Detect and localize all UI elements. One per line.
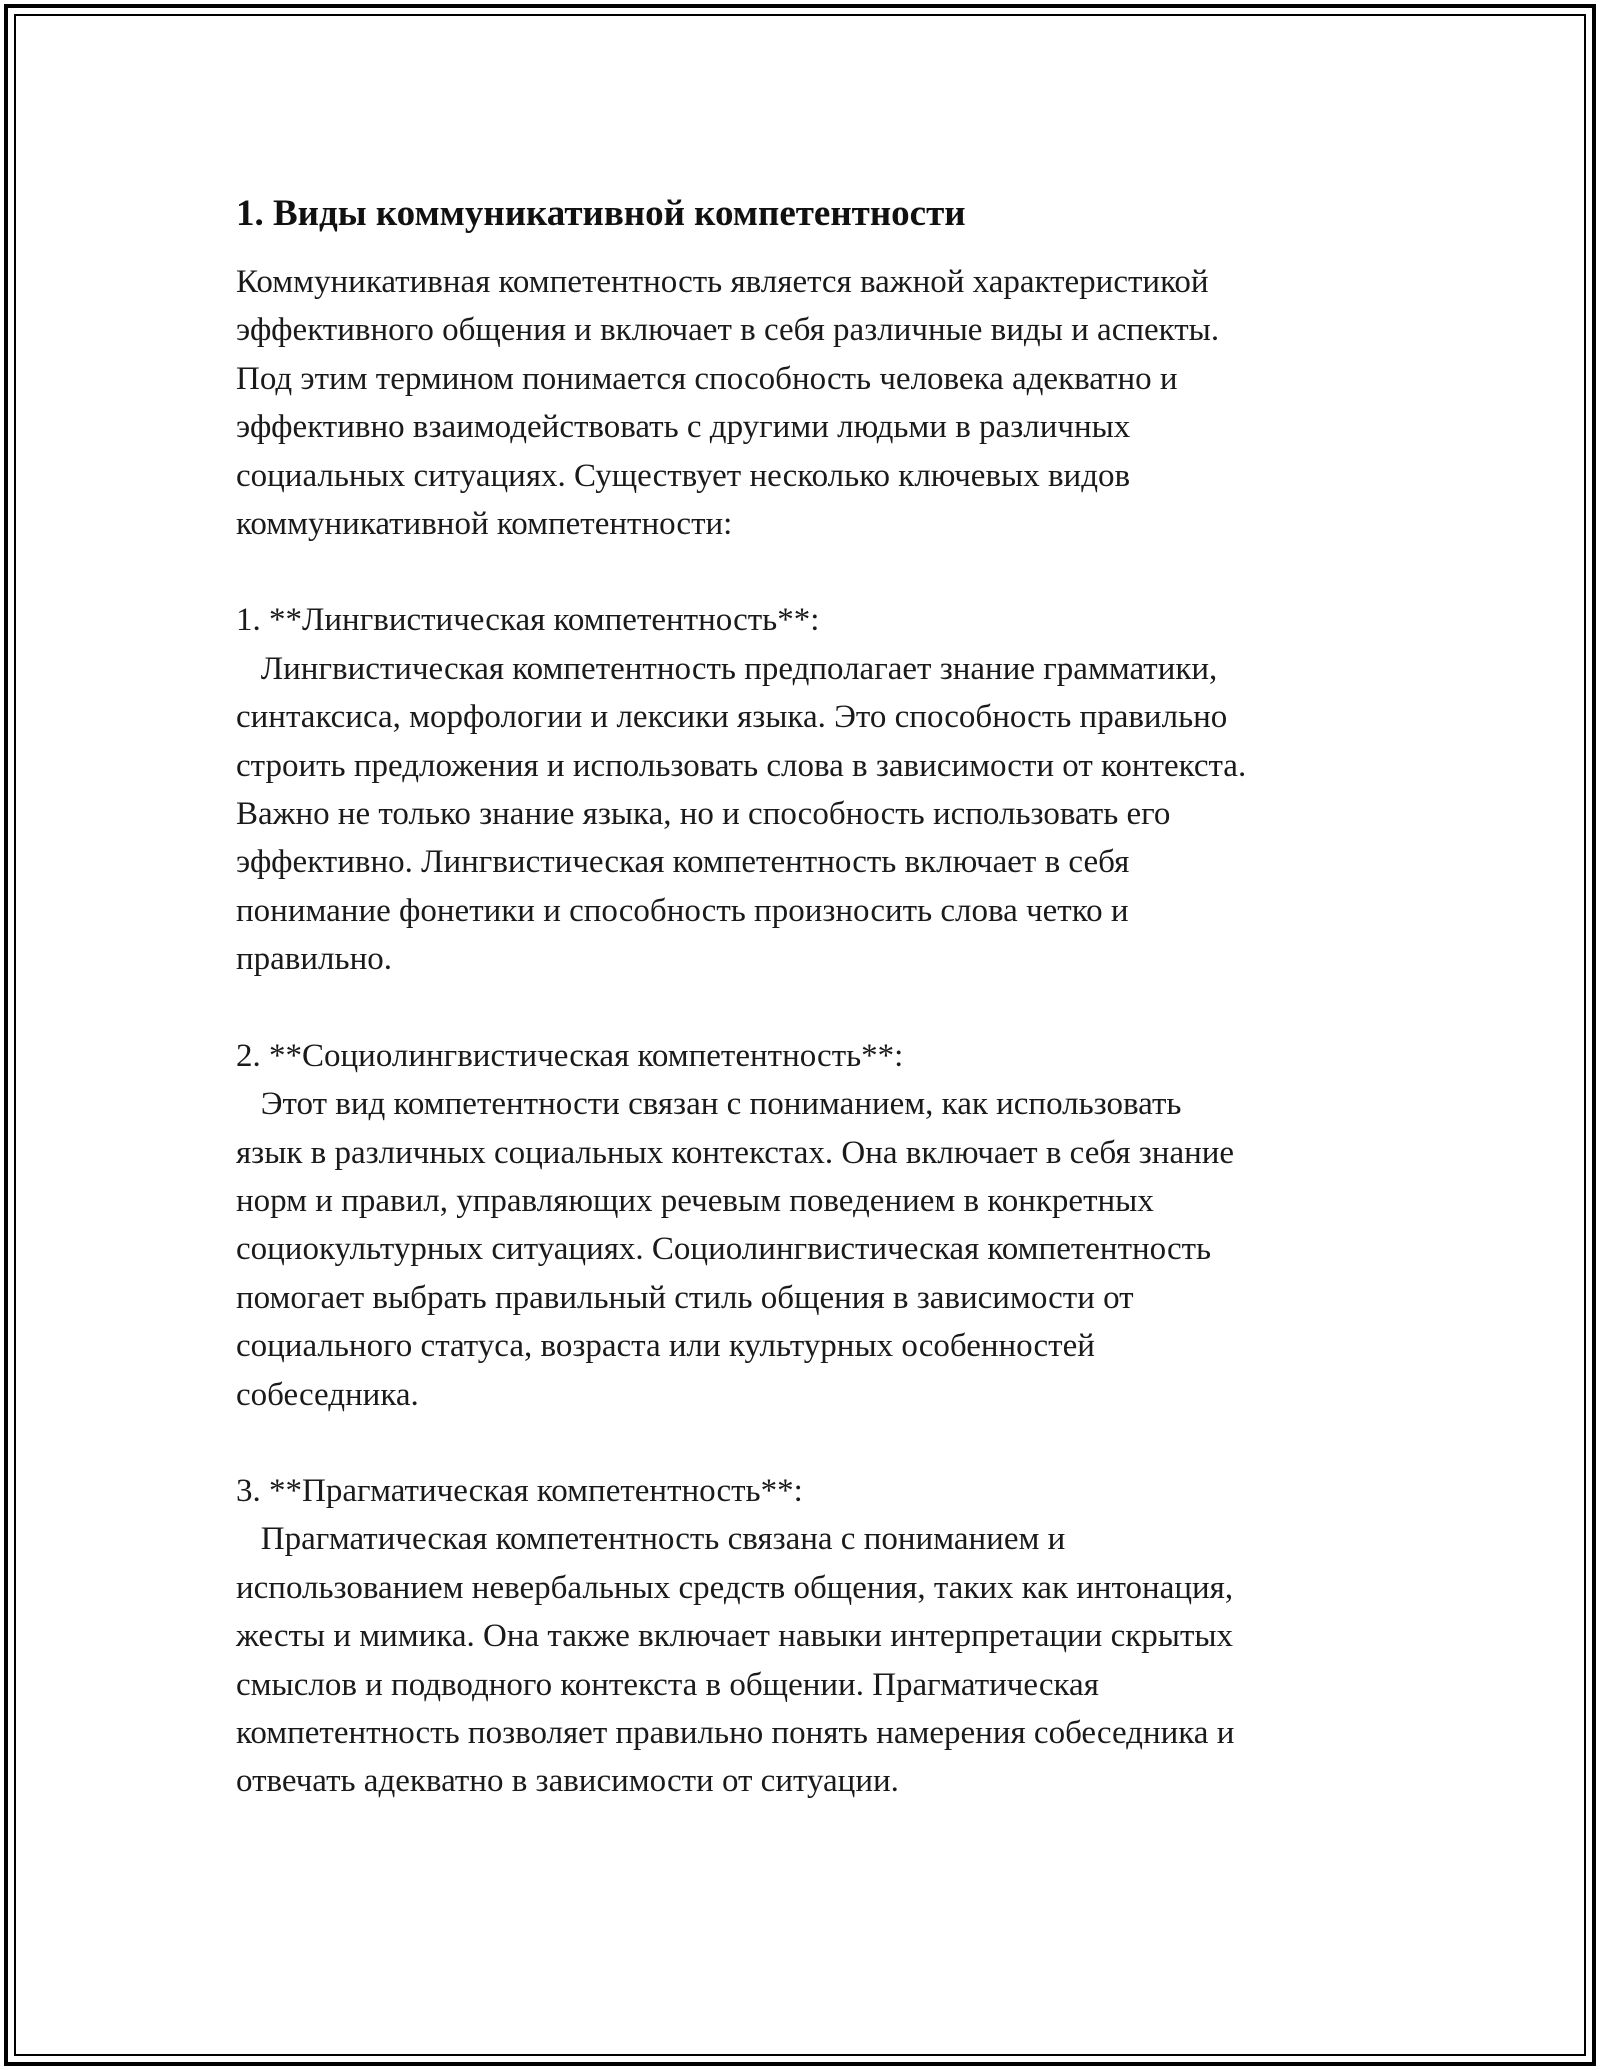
section-line: смыслов и подводного контекста в общении. Прагматическая: [236, 1666, 1099, 1703]
section-sociolinguistic: [236, 1032, 1416, 1419]
section-pragmatic: [236, 1467, 1416, 1806]
section-line: использованием невербальных средств общения, таких как интонация,: [236, 1569, 1234, 1606]
section-line: Лингвистическая компетентность предполагает знание грамматики,: [236, 650, 1218, 687]
section-line: Прагматическая компетентность связана с пониманием и: [236, 1521, 1066, 1558]
section-line: социального статуса, возраста или культурных особенностей: [236, 1328, 1095, 1365]
section-line: собеседника.: [236, 1376, 419, 1413]
section-line: помогает выбрать правильный стиль общения в зависимости от: [236, 1279, 1134, 1316]
paragraph-gap: [236, 984, 1416, 1032]
section-line: понимание фонетики и способность произносить слова четко и: [236, 892, 1129, 929]
section-line: компетентность позволяет правильно понять намерения собеседника и: [236, 1714, 1235, 1751]
section-heading: 1. Виды коммуникативной компетентности: [236, 193, 966, 234]
section-title: 3. **Прагматическая компетентность**:: [236, 1472, 803, 1509]
intro-line: Под этим термином понимается способность человека адекватно и: [236, 360, 1178, 397]
section-line: норм и правил, управляющих речевым поведением в конкретных: [236, 1182, 1154, 1219]
section-title: 2. **Социолингвистическая компетентность**:: [236, 1037, 904, 1074]
document-body: [236, 186, 1416, 1806]
intro-line: эффективного общения и включает в себя различные виды и аспекты.: [236, 312, 1220, 349]
intro-line: социальных ситуациях. Существует несколько ключевых видов: [236, 457, 1131, 494]
section-line: социокультурных ситуациях. Социолингвистическая компетентность: [236, 1231, 1212, 1268]
section-linguistic: [236, 596, 1416, 983]
intro-paragraph: [236, 258, 1416, 548]
intro-line: эффективно взаимодействовать с другими людьми в различных: [236, 409, 1131, 446]
section-line: язык в различных социальных контекстах. Она включает в себя знание: [236, 1134, 1235, 1171]
section-line: синтаксиса, морфологии и лексики языка. Это способность правильно: [236, 699, 1228, 736]
paragraph-gap: [236, 1419, 1416, 1467]
section-line: строить предложения и использовать слова в зависимости от контекста.: [236, 747, 1247, 784]
section-line: эффективно. Лингвистическая компетентность включает в себя: [236, 844, 1130, 881]
section-line: отвечать адекватно в зависимости от ситуации.: [236, 1763, 899, 1800]
section-title: 1. **Лингвистическая компетентность**:: [236, 602, 820, 639]
section-line: жесты и мимика. Она также включает навыки интерпретации скрытых: [236, 1618, 1234, 1655]
section-line: Важно не только знание языка, но и способность использовать его: [236, 796, 1171, 833]
intro-line: Коммуникативная компетентность является важной характеристикой: [236, 264, 1209, 300]
section-line: правильно.: [236, 941, 392, 978]
paragraph-gap: [236, 548, 1416, 596]
section-line: Этот вид компетентности связан с пониманием, как использовать: [236, 1086, 1182, 1123]
intro-line: коммуникативной компетентности:: [236, 506, 733, 543]
